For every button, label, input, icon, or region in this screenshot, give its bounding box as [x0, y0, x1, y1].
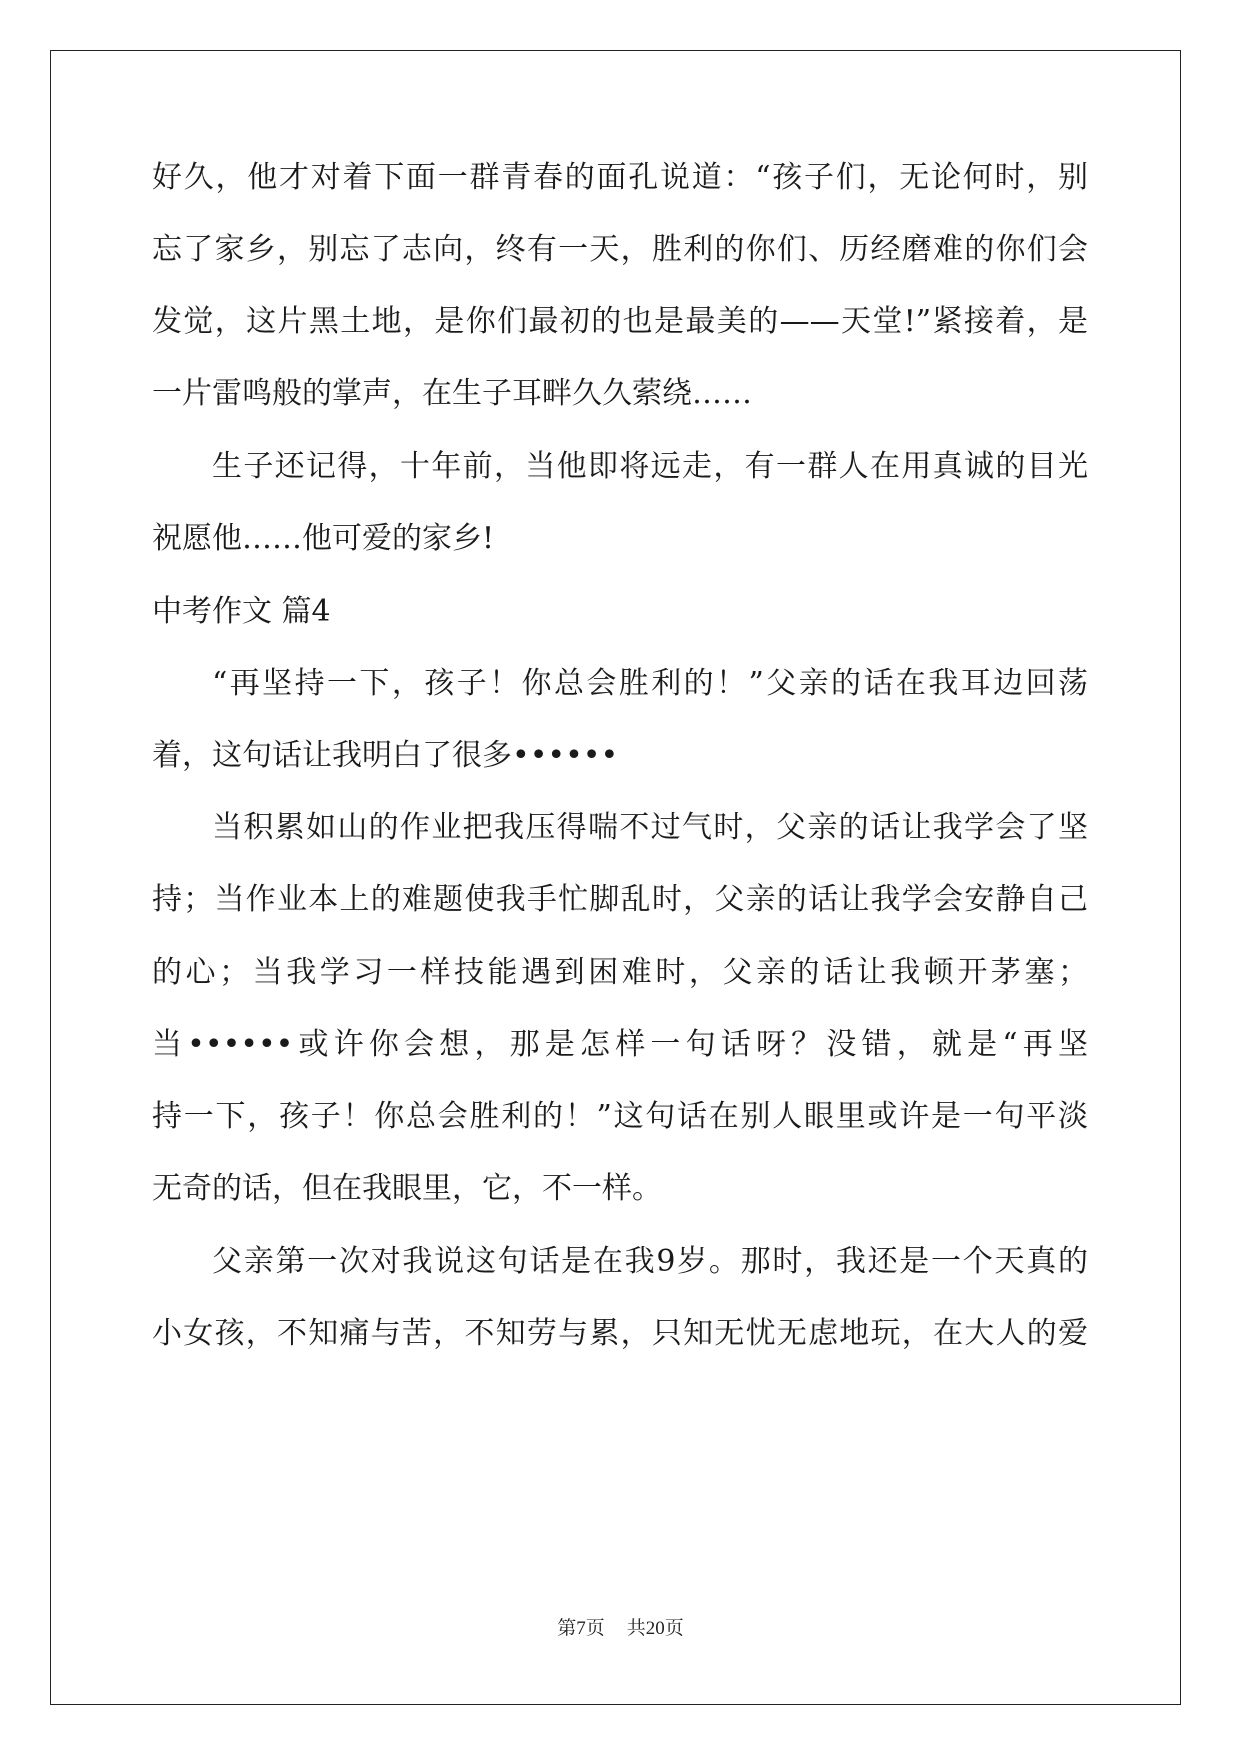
text-line: 持一下，孩子！你总会胜利的！”这句话在别人眼里或许是一句平淡: [152, 1099, 1088, 1134]
section-heading: 中考作文 篇4: [152, 594, 331, 629]
page-number: 第7页: [557, 1618, 605, 1639]
text-line: 小女孩，不知痛与苦，不知劳与累，只知无忧无虑地玩，在大人的爱: [152, 1316, 1088, 1351]
text-line: 持；当作业本上的难题使我手忙脚乱时，父亲的话让我学会安静自己: [152, 882, 1088, 917]
text-line: 的心；当我学习一样技能遇到困难时，父亲的话让我顿开茅塞；: [152, 955, 1088, 990]
text-line: 祝愿他……他可爱的家乡!: [152, 521, 495, 556]
paragraph-first-line: 父亲第一次对我说这句话是在我9岁。那时，我还是一个天真的: [212, 1244, 1088, 1279]
text-line: 忘了家乡，别忘了志向，终有一天，胜利的你们、历经磨难的你们会: [152, 232, 1088, 267]
text-line: 当••••••或许你会想，那是怎样一句话呀？没错，就是“再坚: [152, 1027, 1088, 1062]
page-total: 共20页: [626, 1618, 684, 1639]
page-footer: [0, 1617, 1241, 1641]
text-line: 发觉，这片黑土地，是你们最初的也是最美的——天堂!”紧接着，是: [152, 304, 1088, 339]
paragraph-first-line: “再坚持一下，孩子！你总会胜利的！”父亲的话在我耳边回荡: [212, 666, 1088, 701]
paragraph-first-line: 生子还记得，十年前，当他即将远走，有一群人在用真诚的目光: [212, 449, 1088, 484]
page-border: [50, 50, 1181, 1705]
text-line: 好久，他才对着下面一群青春的面孔说道：“孩子们，无论何时，别: [152, 160, 1088, 195]
text-line: 一片雷鸣般的掌声，在生子耳畔久久萦绕……: [152, 376, 752, 411]
text-line: 着，这句话让我明白了很多••••••: [152, 738, 619, 773]
paragraph-first-line: 当积累如山的作业把我压得喘不过气时，父亲的话让我学会了坚: [212, 810, 1088, 845]
text-line: 无奇的话，但在我眼里，它，不一样。: [152, 1171, 662, 1206]
